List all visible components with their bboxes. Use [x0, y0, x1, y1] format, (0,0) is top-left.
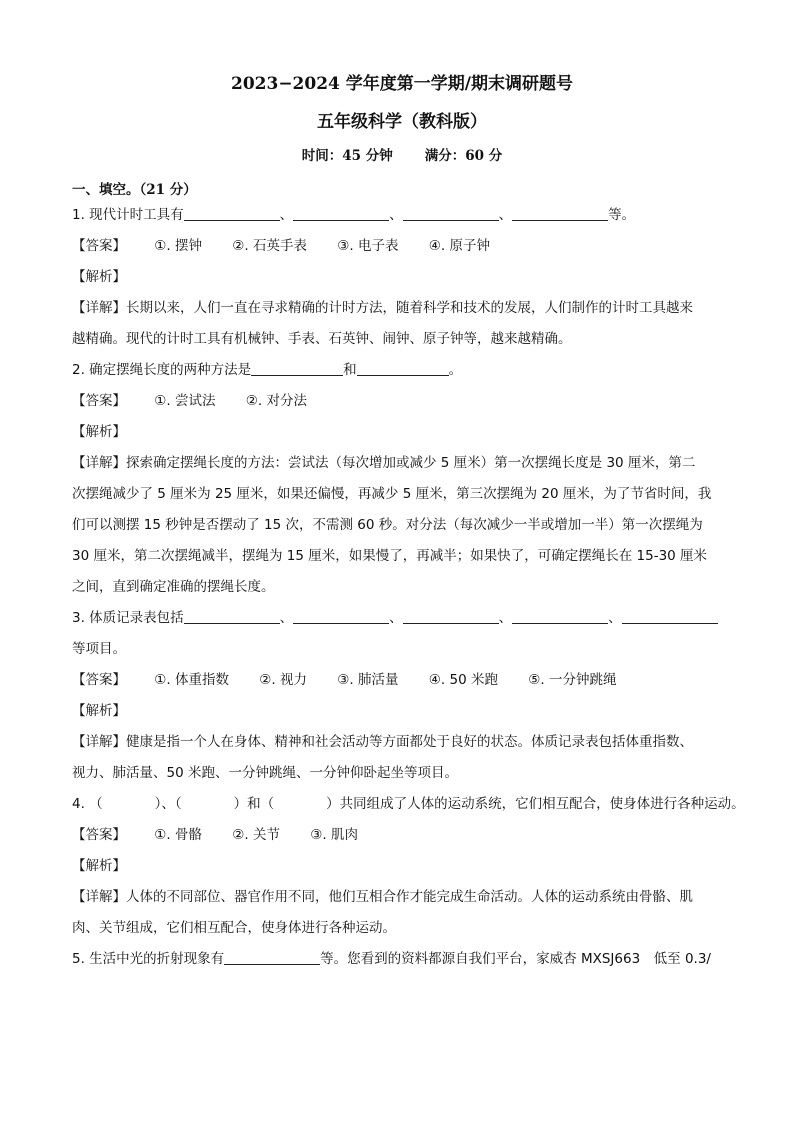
question-suffix: 等。您看到的资料都源自我们平台，家威杏 MXSJ663 低至 0.3/	[320, 951, 711, 967]
circled-number: ①	[154, 393, 167, 409]
answer-blank[interactable]	[622, 608, 718, 624]
answer-row-2	[72, 386, 732, 417]
answer-blank[interactable]	[293, 205, 389, 221]
question-1	[72, 200, 732, 231]
separator: 、	[608, 610, 622, 626]
answer-text: 原子钟	[449, 238, 490, 254]
detail-label: 【详解】	[72, 889, 126, 905]
answer-item: ③. 电子表	[337, 238, 399, 254]
circled-number: ③	[337, 672, 350, 688]
circled-number: ②	[245, 393, 258, 409]
section-title: 一、填空。（21 分）	[72, 182, 197, 198]
detail-text: 长期以来，人们一直在寻求精确的计时方法，随着科学和技术的发展，人们制作的计时工具越来	[126, 300, 693, 316]
question-2	[72, 355, 732, 386]
separator: 、	[279, 610, 294, 626]
answer-blank[interactable]	[403, 608, 499, 624]
answer-item: ①. 摆钟	[154, 238, 202, 254]
page-subtitle: 五年级科学（教科版）	[317, 112, 487, 132]
exam-score: 满分：60 分	[424, 148, 503, 164]
analysis-label: 【解析】	[72, 424, 126, 440]
question-text: 5. 生活中光的折射现象有	[72, 951, 225, 967]
question-text: ）和（	[233, 796, 275, 812]
circled-number: ⑤	[528, 672, 541, 688]
detail-line	[72, 727, 732, 758]
detail-label: 【详解】	[72, 300, 126, 316]
detail-line	[72, 448, 732, 479]
answer-text: 50 米跑	[449, 672, 498, 688]
answer-item: ①. 体重指数	[154, 672, 229, 688]
circled-number: ①	[154, 827, 167, 843]
answer-row-4	[72, 820, 732, 851]
separator: 、	[279, 207, 294, 223]
answer-blank[interactable]	[184, 205, 280, 221]
answer-label: 【答案】	[72, 672, 126, 688]
answer-text: 视力	[280, 672, 307, 688]
question-text: ）、（	[154, 796, 182, 812]
answer-blank[interactable]	[293, 608, 389, 624]
answer-item: ⑤. 一分钟跳绳	[528, 672, 617, 688]
answer-row-3	[72, 665, 732, 696]
question-3-suffix: 等项目。	[72, 641, 126, 657]
detail-line: 越精确。现代的计时工具有机械钟、手表、石英钟、闹钟、原子钟等，越来越精确。	[72, 331, 572, 347]
answer-blank[interactable]	[251, 360, 343, 376]
question-suffix: 等。	[608, 207, 636, 223]
detail-line	[72, 293, 732, 324]
separator: 、	[498, 610, 513, 626]
analysis-label: 【解析】	[72, 858, 126, 874]
circled-number: ④	[428, 672, 441, 688]
separator: 、	[498, 207, 513, 223]
answer-text: 对分法	[266, 393, 307, 409]
answer-blank[interactable]	[357, 360, 449, 376]
detail-label: 【详解】	[72, 734, 126, 750]
separator: 、	[389, 207, 403, 223]
answer-blank[interactable]	[512, 205, 608, 221]
detail-line: 次摆绳减少了 5 厘米为 25 厘米，如果还偏慢，再减少 5 厘米，第三次摆绳为 20 厘米，为了节省时间，我	[72, 486, 712, 502]
question-text: 1. 现代计时工具有	[72, 207, 184, 223]
answer-blank[interactable]	[184, 608, 280, 624]
answer-label: 【答案】	[72, 827, 126, 843]
detail-text: 探索确定摆绳长度的方法：尝试法（每次增加或减少 5 厘米）第一次摆绳长度是 30 厘米，第二	[126, 455, 696, 471]
answer-item: ②. 石英手表	[232, 238, 307, 254]
question-suffix: 。	[448, 362, 463, 378]
question-text: 3. 体质记录表包括	[72, 610, 184, 626]
answer-item: ②. 对分法	[245, 393, 307, 409]
detail-text: 健康是指一个人在身体、精神和社会活动等方面都处于良好的状态。体质记录表包括体重指数、	[126, 734, 693, 750]
answer-row-1	[72, 231, 732, 262]
answer-text: 肌肉	[331, 827, 358, 843]
question-text: 4. （	[72, 796, 103, 812]
answer-item: ①. 尝试法	[154, 393, 216, 409]
answer-item: ③. 肺活量	[337, 672, 399, 688]
answer-label: 【答案】	[72, 238, 126, 254]
detail-text: 人体的不同部位、器官作用不同，他们互相合作才能完成生命活动。人体的运动系统由骨骼、肌	[126, 889, 693, 905]
circled-number: ①	[154, 238, 167, 254]
answer-text: 肺活量	[358, 672, 399, 688]
question-text: ）共同组成了人体的运动系统，它们相互配合，使身体进行各种运动。	[326, 796, 745, 812]
answer-item: ②. 关节	[232, 827, 280, 843]
separator: 、	[389, 610, 403, 626]
analysis-label: 【解析】	[72, 703, 126, 719]
answer-label: 【答案】	[72, 393, 126, 409]
circled-number: ③	[310, 827, 323, 843]
answer-text: 电子表	[358, 238, 399, 254]
question-text: 和	[343, 362, 357, 378]
answer-item: ③. 肌肉	[310, 827, 358, 843]
answer-item: ④. 原子钟	[428, 238, 490, 254]
circled-number: ②	[232, 238, 245, 254]
exam-meta	[72, 146, 732, 166]
answer-item: ④. 50 米跑	[428, 672, 498, 688]
answer-item: ①. 骨骼	[154, 827, 202, 843]
answer-text: 关节	[253, 827, 280, 843]
page-title: 2023−2024 学年度第一学期/期末调研题号	[231, 74, 573, 94]
detail-line: 们可以测摆 15 秒钟是否摆动了 15 次，不需测 60 秒。对分法（每次减少一半或增加一半）第一次摆绳为	[72, 517, 703, 533]
detail-line: 肉、关节组成，它们相互配合，使身体进行各种运动。	[72, 920, 396, 936]
detail-label: 【详解】	[72, 455, 126, 471]
answer-blank[interactable]	[512, 608, 608, 624]
question-3	[72, 603, 732, 634]
question-4	[72, 789, 745, 820]
answer-text: 石英手表	[253, 238, 307, 254]
answer-text: 一分钟跳绳	[548, 672, 617, 688]
circled-number: ①	[154, 672, 167, 688]
detail-line	[72, 882, 732, 913]
question-text: 2. 确定摆绳长度的两种方法是	[72, 362, 252, 378]
circled-number: ②	[232, 827, 245, 843]
exam-time: 时间：45 分钟	[301, 148, 393, 164]
detail-line: 之间，直到确定准确的摆绳长度。	[72, 579, 275, 595]
answer-text: 体重指数	[175, 672, 229, 688]
question-5	[72, 944, 732, 975]
circled-number: ③	[337, 238, 350, 254]
detail-line: 30 厘米，第二次摆绳减半，摆绳为 15 厘米，如果慢了，再减半；如果快了，可确定摆绳长在 15-30 厘米	[72, 548, 708, 564]
answer-text: 摆钟	[175, 238, 202, 254]
detail-line: 视力、肺活量、50 米跑、一分钟跳绳、一分钟仰卧起坐等项目。	[72, 765, 458, 781]
answer-text: 骨骼	[175, 827, 202, 843]
circled-number: ②	[259, 672, 272, 688]
answer-item: ②. 视力	[259, 672, 307, 688]
answer-blank[interactable]	[224, 949, 320, 965]
answer-text: 尝试法	[175, 393, 216, 409]
analysis-label: 【解析】	[72, 269, 126, 285]
answer-blank[interactable]	[403, 205, 499, 221]
circled-number: ④	[428, 238, 441, 254]
